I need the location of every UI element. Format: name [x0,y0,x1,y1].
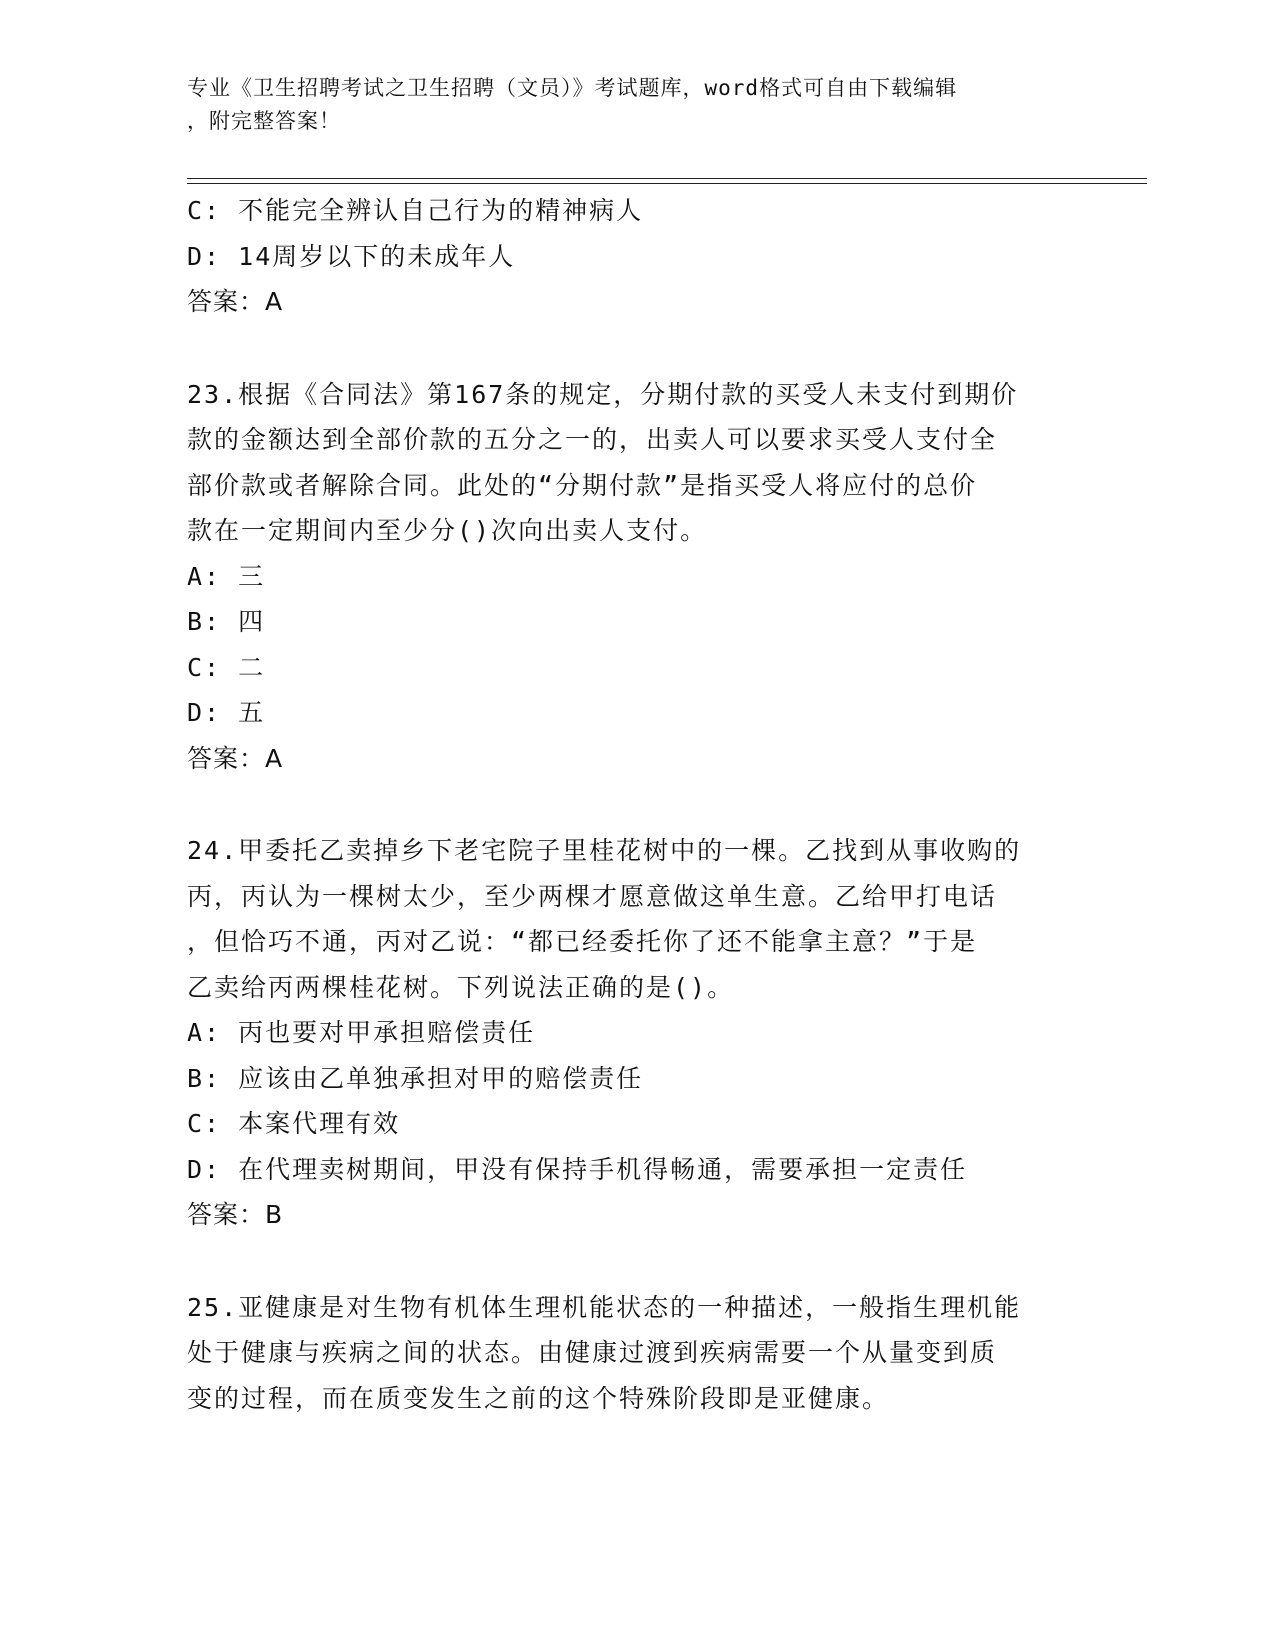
question-text-line: 部价款或者解除合同。此处的“分期付款”是指买受人将应付的总价 [187,470,978,500]
option-d: D: 在代理卖树期间，甲没有保持手机得畅通，需要承担一定责任 [187,1154,968,1184]
question-text-line: 款的金额达到全部价款的五分之一的，出卖人可以要求买受人支付全 [187,425,998,454]
header-divider-top [187,178,1147,179]
option-b: B: 四 [187,607,266,636]
option-d: D: 五 [187,698,266,727]
option-d: D: 14周岁以下的未成年人 [187,241,516,271]
question-25 [187,1285,1067,1422]
question-text-line: 丙，丙认为一棵树太少，至少两棵才愿意做这单生意。乙给甲打电话 [187,881,998,911]
header-line-2: ，附完整答案！ [187,109,341,133]
question-text-line: 23.根据《合同法》第167条的规定，分期付款的买受人未支付到期价 [187,379,1019,409]
question-text-line: 款在一定期间内至少分()次向出卖人支付。 [187,516,708,545]
document-body [187,188,1067,1421]
question-text-line: ，但恰巧不通，丙对乙说：“都已经委托你了还不能拿主意？”于是 [187,927,978,956]
question-23 [187,372,1067,782]
option-c: C: 不能完全辨认自己行为的精神病人 [187,196,644,225]
question-text-line: 变的过程，而在质变发生之前的这个特殊阶段即是亚健康。 [187,1383,890,1413]
option-c: C: 本案代理有效 [187,1109,401,1138]
answer: 答案：A [187,287,284,316]
question-24 [187,828,1067,1238]
option-c: C: 二 [187,652,266,682]
answer: 答案：B [187,1200,284,1229]
page-header [187,72,1067,138]
question-22-tail [187,188,1067,325]
question-text-line: 乙卖给丙两棵桂花树。下列说法正确的是()。 [187,972,735,1002]
header-divider-bottom [187,183,1147,184]
question-text-line: 25.亚健康是对生物有机体生理机能状态的一种描述，一般指生理机能 [187,1292,1022,1322]
question-text-line: 处于健康与疾病之间的状态。由健康过渡到疾病需要一个从量变到质 [187,1338,998,1367]
option-b: B: 应该由乙单独承担对甲的赔偿责任 [187,1063,644,1093]
option-a: A: 三 [187,561,266,591]
question-text-line: 24.甲委托乙卖掉乡下老宅院子里桂花树中的一棵。乙找到从事收购的 [187,836,1022,865]
answer: 答案：A [187,743,284,773]
header-line-1: 专业《卫生招聘考试之卫生招聘（文员）》考试题库，word格式可自由下载编辑 [187,76,958,100]
option-a: A: 丙也要对甲承担赔偿责任 [187,1018,536,1047]
